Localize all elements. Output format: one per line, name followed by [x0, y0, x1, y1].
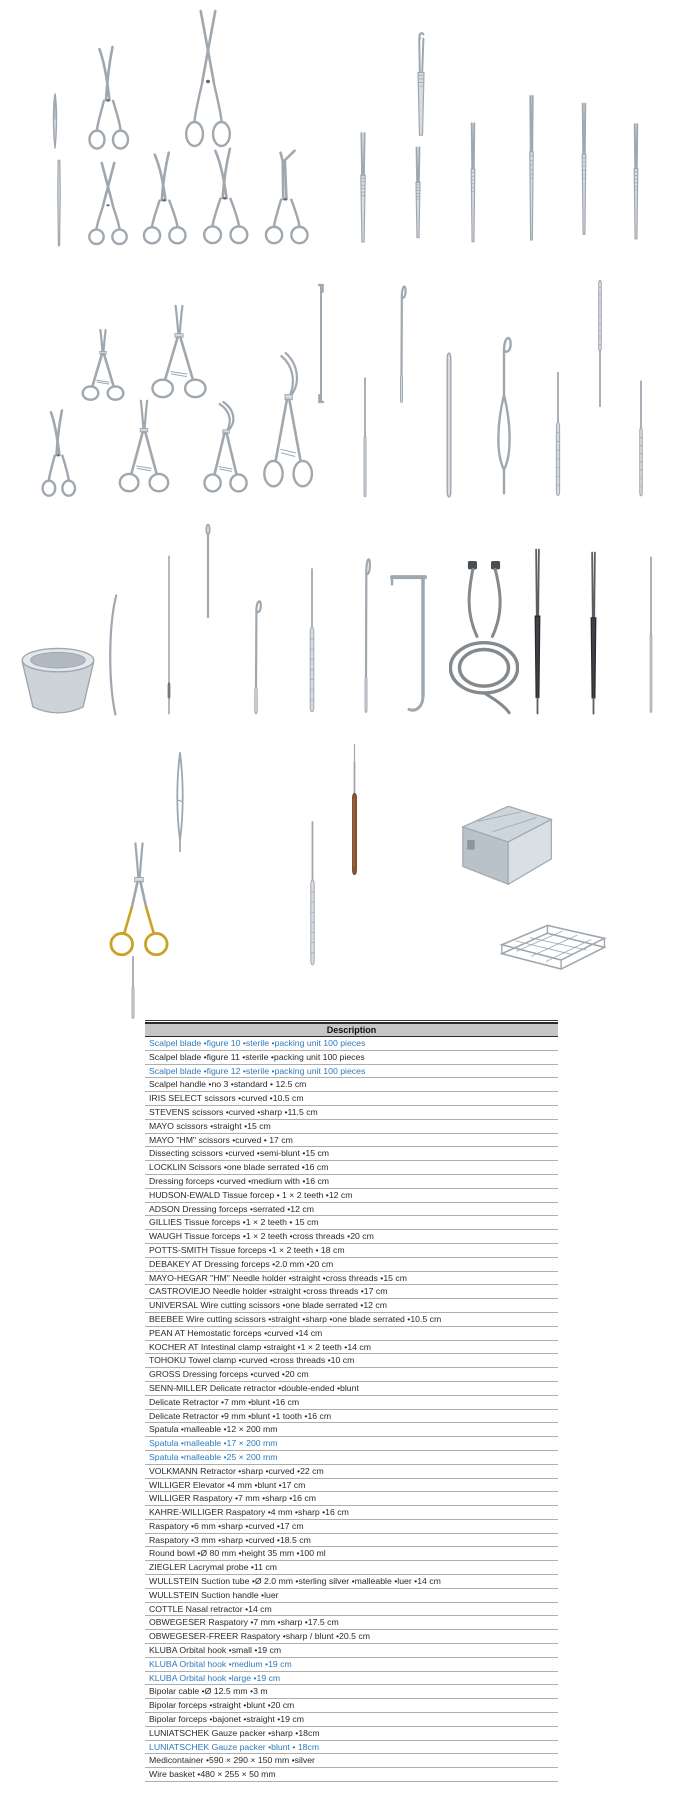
table-row: POTTS-SMITH Tissue forceps •1 × 2 teeth • 18 cm — [145, 1244, 558, 1258]
kluba-hook-image — [645, 553, 657, 717]
table-row: Dressing forceps •curved •medium with •16 cm — [145, 1175, 558, 1189]
table-row: ZIEGLER Lacrymal probe •11 cm — [145, 1561, 558, 1575]
hudson-ewald-forcep-image — [352, 130, 374, 245]
medicontainer-image — [452, 795, 560, 889]
dressing-forceps-curved-image — [406, 30, 436, 138]
small-elevator-image — [126, 955, 140, 1020]
table-row: BEEBEE Wire cutting scissors •straight •sharp •one blade serrated •10.5 cm — [145, 1313, 558, 1327]
bipolar-forceps-image — [526, 545, 549, 717]
locklin-scissors-image — [260, 148, 314, 250]
table-row-link[interactable]: Spatula •malleable •17 × 200 mm — [145, 1437, 558, 1451]
kocher-clamp-image — [145, 303, 213, 408]
table-row: Spatula •malleable •12 × 200 mm — [145, 1423, 558, 1437]
table-row: WILLIGER Elevator •4 mm •blunt •17 cm — [145, 1479, 558, 1493]
castroviejo-holder-image — [168, 748, 192, 855]
wire-basket-image — [495, 914, 609, 978]
table-row: KOCHER AT Intestinal clamp •straight •1 × 2 teeth •14 cm — [145, 1341, 558, 1355]
table-body — [145, 1037, 558, 1782]
volkmann-retractor-image — [489, 328, 519, 498]
dissecting-scissors-image — [198, 146, 254, 250]
table-row: LOCKLIN Scissors •one blade serrated •16 cm — [145, 1161, 558, 1175]
scalpel-blade-image — [48, 92, 62, 150]
table-row: Bipolar forceps •straight •blunt •20 cm — [145, 1699, 558, 1713]
table-row-link[interactable]: KLUBA Orbital hook •large •19 cm — [145, 1672, 558, 1686]
table-row: Medicontainer •590 × 290 × 150 mm •silver — [145, 1754, 558, 1768]
round-bowl-image — [20, 643, 96, 721]
table-row: Raspatory •3 mm •sharp •curved •18.5 cm — [145, 1534, 558, 1548]
table-row: CASTROVIEJO Needle holder •straight •cross threads •17 cm — [145, 1285, 558, 1299]
williger-raspatory-image — [549, 369, 567, 500]
table-row: MAYO-HEGAR "HM" Needle holder •straight •cross threads •15 cm — [145, 1272, 558, 1286]
bipolar-cable-image — [449, 560, 519, 717]
table-row: Delicate Retractor •9 mm •blunt •1 tooth •16 cm — [145, 1410, 558, 1424]
cottle-retractor-image — [386, 565, 436, 717]
spatula-image — [440, 348, 458, 501]
wullstein-suction-tube-image — [200, 523, 216, 619]
table-row: Scalpel blade •figure 11 •sterile •packing unit 100 pieces — [145, 1051, 558, 1065]
table-row: KAHRE-WILLIGER Raspatory •4 mm •sharp •16 cm — [145, 1506, 558, 1520]
table-row-link[interactable]: Scalpel blade •figure 12 •sterile •packing unit 100 pieces — [145, 1065, 558, 1079]
description-table — [145, 1020, 558, 1782]
mayo-hm-scissors-image — [138, 150, 192, 250]
table-header: Description — [145, 1022, 558, 1037]
table-row: GILLIES Tissue forceps •1 × 2 teeth • 15 cm — [145, 1216, 558, 1230]
table-row: STEVENS scissors •curved •sharp •11.5 cm — [145, 1106, 558, 1120]
suction-needle-image — [162, 553, 176, 717]
table-row: PEAN AT Hemostatic forceps •curved •14 cm — [145, 1327, 558, 1341]
table-row: Scalpel handle •no 3 •standard • 12.5 cm — [145, 1078, 558, 1092]
table-row: IRIS SELECT scissors •curved •10.5 cm — [145, 1092, 558, 1106]
table-row: MAYO scissors •straight •15 cm — [145, 1120, 558, 1134]
gross-forceps-image — [257, 350, 318, 502]
iris-select-scissors-image — [84, 44, 134, 156]
gold-needle-holder-image — [103, 840, 175, 968]
adson-forceps-image — [408, 145, 428, 240]
lacrymal-probe-image — [358, 375, 372, 500]
tohoku-clamp-image — [198, 400, 252, 502]
orbital-hook-image — [358, 548, 374, 717]
table-row: OBWEGESER-FREER Raspatory •sharp / blunt •20.5 cm — [145, 1630, 558, 1644]
potts-smith-forceps-image — [575, 100, 593, 238]
table-row: Delicate Retractor •7 mm •blunt •16 cm — [145, 1396, 558, 1410]
table-row: Bipolar cable •Ø 12.5 mm •3 m — [145, 1685, 558, 1699]
needle-holder-image — [77, 328, 129, 408]
table-row-link[interactable]: LUNIATSCHEK Gauze packer •blunt • 18cm — [145, 1741, 558, 1755]
obwegeser-raspatory-image — [303, 818, 322, 970]
table-row: VOLKMANN Retractor •sharp •curved •22 cm — [145, 1465, 558, 1479]
table-row: Wire basket •480 × 255 × 50 mm — [145, 1768, 558, 1782]
table-row: Round bowl •Ø 80 mm •height 35 mm •100 ml — [145, 1547, 558, 1561]
bipolar-bayonet-forceps-image — [582, 548, 605, 717]
beebee-scissors-image — [38, 408, 80, 502]
table-row: GROSS Dressing forceps •curved •20 cm — [145, 1368, 558, 1382]
senn-miller-retractor-image — [311, 280, 331, 407]
table-row-link[interactable]: Scalpel blade •figure 10 •sterile •packing unit 100 pieces — [145, 1037, 558, 1051]
table-row-link[interactable]: Spatula •malleable •25 × 200 mm — [145, 1451, 558, 1465]
table-row-link[interactable]: KLUBA Orbital hook •medium •19 cm — [145, 1658, 558, 1672]
stevens-scissors-image — [180, 6, 236, 156]
table-row: WULLSTEIN Suction handle •luer — [145, 1589, 558, 1603]
table-row: UNIVERSAL Wire cutting scissors •one blade serrated •12 cm — [145, 1299, 558, 1313]
gauze-packer-image — [345, 742, 364, 880]
waugh-forceps-image — [523, 92, 540, 244]
williger-elevator-image — [592, 276, 608, 410]
table-row: KLUBA Orbital hook •small •19 cm — [145, 1644, 558, 1658]
gillies-forceps-image — [464, 120, 482, 245]
suction-handle-image — [302, 565, 322, 717]
scalpel-handle-image — [52, 158, 66, 248]
table-row: OBWEGESER Raspatory •7 mm •sharp •17.5 cm — [145, 1616, 558, 1630]
table-row: DEBAKEY AT Dressing forceps •2.0 mm •20 cm — [145, 1258, 558, 1272]
table-row: SENN-MILLER Delicate retractor •double-ended •blunt — [145, 1382, 558, 1396]
table-row: COTTLE Nasal retractor •14 cm — [145, 1603, 558, 1617]
table-row: WULLSTEIN Suction tube •Ø 2.0 mm •sterling silver •malleable •luer •14 cm — [145, 1575, 558, 1589]
table-row: ADSON Dressing forceps •serrated •12 cm — [145, 1203, 558, 1217]
table-row: Raspatory •6 mm •sharp •curved •17 cm — [145, 1520, 558, 1534]
delicate-retractor-image — [393, 278, 410, 406]
pean-forceps-image — [113, 398, 175, 502]
mayo-scissors-image — [84, 160, 132, 250]
table-row: TOHOKU Towel clamp •curved •cross threads •10 cm — [145, 1354, 558, 1368]
debakey-forceps-image — [627, 121, 645, 242]
table-row: Dissecting scissors •curved •semi-blunt •15 cm — [145, 1147, 558, 1161]
table-row: WILLIGER Raspatory •7 mm •sharp •16 cm — [145, 1492, 558, 1506]
ziegler-probe-image — [246, 593, 266, 717]
curved-probe-image — [103, 593, 123, 717]
kahre-raspatory-image — [634, 378, 648, 500]
table-row: WAUGH Tissue forceps •1 × 2 teeth •cross threads •20 cm — [145, 1230, 558, 1244]
table-row: HUDSON-EWALD Tissue forcep • 1 × 2 teeth •12 cm — [145, 1189, 558, 1203]
table-row: LUNIATSCHEK Gauze packer •sharp •18cm — [145, 1727, 558, 1741]
table-row: MAYO "HM" scissors •curved • 17 cm — [145, 1134, 558, 1148]
table-row: Bipolar forceps •bajonet •straight •19 cm — [145, 1713, 558, 1727]
